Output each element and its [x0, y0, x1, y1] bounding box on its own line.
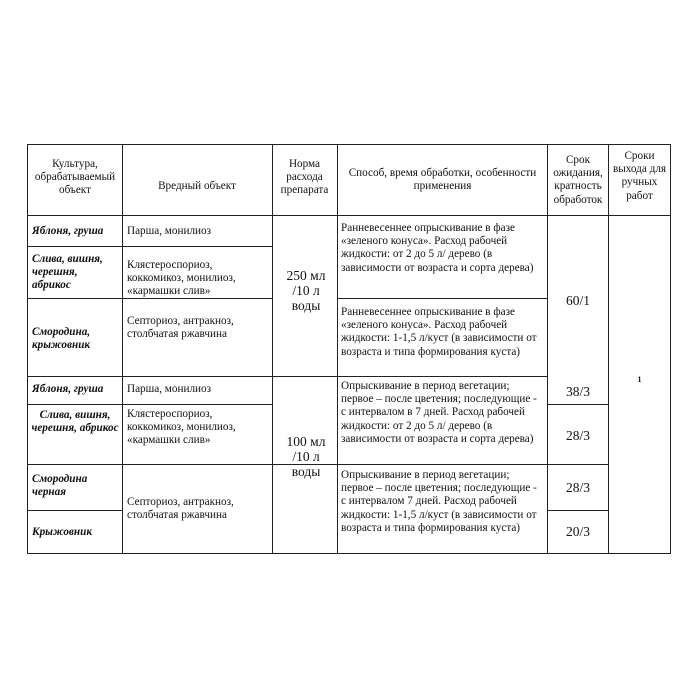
rate-cell: 100 мл /10 л воды — [286, 434, 326, 479]
culture-cell: Яблоня, груша — [32, 225, 104, 237]
header-method: Способ, время обработки, особенности применения — [348, 167, 537, 193]
method-cell: Опрыскивание в период вегетации; первое – после цветения; последующие - с интервалом 7 дней. Расход рабочей жидкости: 1-1,5 л/куст (в зависимости от возраста и типа формирования куста) — [341, 469, 537, 534]
culture-cell: Крыжовник — [32, 526, 93, 538]
wait-cell: 38/3 — [565, 384, 590, 399]
exit-cell: 1 — [637, 375, 642, 384]
pest-cell: Парша, монилиоз — [127, 383, 212, 395]
wait-cell: 28/3 — [565, 428, 590, 443]
culture-cell: Слива, вишня, черешня, абрикос — [32, 253, 103, 292]
pest-cell: Септориоз, антракноз, столбчатая ржавчина — [127, 496, 234, 522]
pest-cell: Клястероспориоз, коккомикоз, монилиоз, «кармашки слив» — [127, 408, 236, 447]
rate-cell: 250 мл /10 л воды — [286, 268, 326, 313]
culture-cell: Слива, вишня, черешня, абрикос — [31, 409, 119, 435]
wait-cell: 20/3 — [565, 524, 590, 539]
culture-cell: Смородина, крыжовник — [32, 326, 91, 352]
method-cell: Опрыскивание в период вегетации; первое – после цветения; последующие - с интервалом в 7 дней. Расход рабочей жидкости: от 2 до 5 л/ дерево (в зависимости от возраста и сорта дерева) — [341, 380, 537, 445]
culture-cell: Смородина черная — [32, 473, 88, 499]
culture-cell: Яблоня, груша — [32, 383, 104, 395]
header-rate: Норма расхода препарата — [280, 158, 329, 197]
wait-cell: 60/1 — [565, 293, 590, 308]
header-wait: Срок ожидания, кратность обработок — [553, 154, 603, 206]
method-cell: Ранневесеннее опрыскивание в фазе «зеленого конуса». Расход рабочей жидкости: 1-1,5 л/куст (в зависимости от возраста и типа формирования куста) — [341, 306, 537, 358]
header-exit: Сроки выхода для ручных работ — [612, 150, 667, 202]
pest-cell: Септориоз, антракноз, столбчатая ржавчина — [127, 315, 234, 341]
method-cell: Ранневесеннее опрыскивание в фазе «зеленого конуса». Расход рабочей жидкости: от 2 до 5 л/ дерево (в зависимости от возраста и сорта дерева) — [341, 222, 534, 274]
pest-cell: Клястероспориоз, коккомикоз, монилиоз, «кармашки слив» — [127, 259, 236, 298]
wait-cell: 28/3 — [565, 480, 590, 495]
header-culture: Культура, обрабатываемый объект — [34, 158, 116, 197]
header-pest: Вредный объект — [158, 180, 236, 192]
pest-cell: Парша, монилиоз — [127, 225, 212, 237]
